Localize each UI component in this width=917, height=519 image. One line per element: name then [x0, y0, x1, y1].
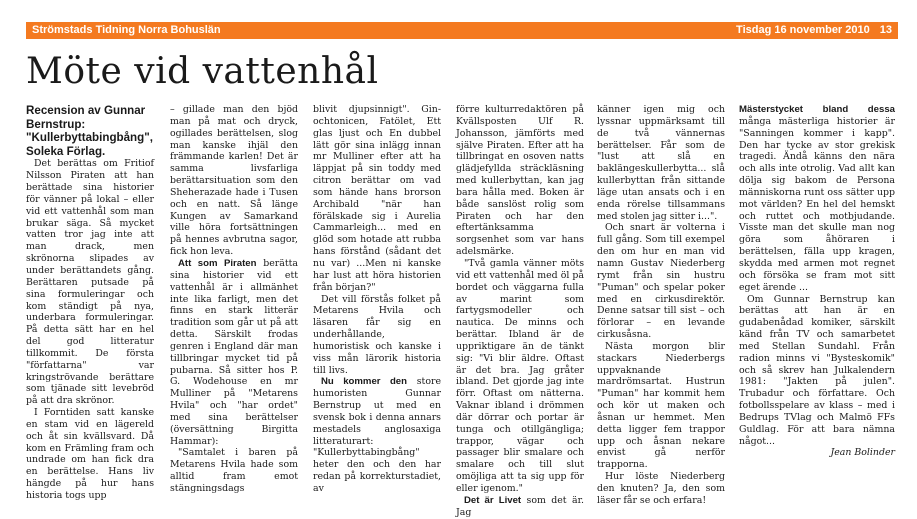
paragraph: Det berättas om Fritiof Nilsson Piraten att han berättade sina historier för vänner på lokal – eller vid ett vattenhål som man brukar säga. Så mycket vatten tror jag inte att man drack, men skrönorna slipades av under berättandets gång. Berättaren putsade på sina formuleringar och kom ständigt på nya, underbara formuleringar. På detta sätt har en hel del god litteratur tillkommit. De första "författarna" var kringströvande berättare som tjänade sitt levebröd på att dra skrönor.	[26, 158, 154, 407]
paragraph-with-subhead	[456, 495, 584, 519]
paragraph-text: store humoristen Gunnar Bernstrup ut med en svensk bok i denna annars mestadels anglosaxiga litteraturart: "Kullerbyttabingbång" heter den och den har redan på korrekturstadiet, av	[313, 376, 441, 494]
subhead-lead: Det är Livet	[464, 494, 522, 506]
column-body	[739, 104, 895, 459]
subhead-lead: Mästerstycket bland dessa	[739, 104, 895, 115]
paragraph: "Samtalet i baren på Metarens Hvila hade som alltid fram emot stängningsdags	[170, 447, 298, 494]
author-byline: Jean Bolinder	[830, 447, 895, 459]
paragraph-with-subhead	[313, 376, 441, 494]
column-body	[170, 104, 298, 495]
article-column-1	[26, 104, 154, 502]
paragraph-with-subhead	[739, 104, 895, 294]
paragraph: förre kulturredaktören på Kvällsposten Ulf R. Johansson, jämförts med själve Piraten. Efter att ha tillbringat en osoven natts glädjefyllda sträckläsning med kullerbyttan, kan jag bara hålla med. Boken är både sanslöst rolig som Piraten och har den eftertänksamma sorgsenhet som var hans adelsmärke.	[456, 104, 584, 258]
paragraph-text: berätta sina historier vid ett vattenhål är i allmänhet inte lika farligt, men det finns en stark litterär tradition som går ut på att detta. Särskilt frodas genren i England där man tillbringar mycket tid på pubarna. Så sitter hos P. G. Wodehouse en mr Mulliner på "Metarens Hvila" och "har ordet" med sina berättelser (översättning Birgitta Hammar):	[170, 257, 298, 447]
column-body	[313, 104, 441, 495]
subhead-lead: Nu kommer den	[321, 376, 408, 388]
paragraph: blivit djupsinnigt". Gin-ochtonicen, Fatölet, Ett glas ljust och En dubbel lätt gör sina inlägg innan mr Mulliner efter att ha läppjat på sin toddy med citron berättar om vad som hände hans brorson Archibald "när han förälskade sig i Aurelia Cammarleigh... med en glöd som hotade att rubba hans förstånd (sådant det nu var) ...Men ni kanske har lust att höra historien från början?"	[313, 104, 441, 293]
paragraph: Och snart är volterna i full gång. Som till exempel den om hur en man vid namn Gustav Niederberg rymt från sin hustru "Puman" och spelar poker med en cirkusdirektör. Denne satsar till sist – och förlorar – en levande cirkusåsna.	[597, 222, 725, 341]
paragraph: Det vill förstås folket på Metarens Hvila och läsaren får sig en underhållande, humoristisk och kanske i viss mån lärorik historia till livs.	[313, 293, 441, 376]
paragraph-text: många mästerliga historier är "Sanningen kommer i kapp". Den har tycke av stor grekisk tragedi. Ändå känns den nära och alls inte otrolig. Vad allt kan dölja sig bakom de Personа människorna runt oss sätter upp mot världen? En hel del hemskt och ruttet och motbjudande. Visste man det skulle man nog göra som åhöraren i berättelsen, fälla upp kragen, skydda med armen mot regnet och försöka se fram mot sitt eget ärende ...	[739, 115, 895, 293]
paragraph-with-subhead	[170, 258, 298, 448]
article-column-4	[456, 104, 584, 519]
paragraph: Nästa morgon blir stackars Niederbergs uppvaknande mardrömsartat. Hustrun "Puman" har kommit hem och kör ut maken och åsnan ur hemmet. Men detta ligger fem trappor upp och åsnan nekare envist gå nerför trapporna.	[597, 340, 725, 471]
paragraph: – gillade man den bjöd man på mat och dryck, ogillades berättelsen, slog man kanske ihjäl den främmande karlen! Det är samma livsfarliga berättarsituation som den Sheherazade hade i Tusen och en natt. Så länge Kungen av Samarkand ville höra fortsättningen på hennes avbrutna sagor, fick hon leva.	[170, 104, 298, 258]
article-column-3	[313, 104, 441, 495]
page-number: 13	[879, 24, 892, 36]
publication-name: Strömstads Tidning Norra Bohuslän	[32, 24, 221, 36]
column-body	[456, 104, 584, 519]
article-column-2	[170, 104, 298, 495]
column-body	[26, 158, 154, 501]
date-and-page	[736, 22, 892, 39]
article-column-6	[739, 104, 895, 459]
paragraph: känner igen mig och lyssnar uppmärksamt till de två vännernas berättelser. Får som de "lust att slå en baklängeskullerbytta... slå kullerbyttan från sittande läge utan ansats och i en enda rörelse tillsammans med stolen jag sitter i...".	[597, 104, 725, 222]
paragraph: "Två gamla vänner möts vid ett vattenhål med öl på bordet och väggarna fulla av marint som fartygsmodeller och nautica. De minns och berättar. Ibland är de uppriktigare än de tänkt sig: "Vi blir äldre. Oftast är det bra. Jag gråter ibland. Det gjorde jag inte förr. Oftast om nätterna. Vaknar ibland i drömmen där dörrar och portar är tunga och otillgängliga; trappor, vägar och passager blir smalare och smalare och till slut omöjliga att ta sig upp för eller igenom."	[456, 257, 584, 494]
paragraph: Hur löste Niederberg den knuten? Ja, den som läser får se och erfara!	[597, 471, 725, 506]
column-body	[597, 104, 725, 507]
header-bar	[26, 22, 898, 39]
paragraph-text: som det är. Jag	[456, 494, 584, 518]
paragraph: Om Gunnar Bernstrup kan berättas att han är en gudabenådad komiker, särskilt känd från TV och samarbetet med Stellan Sundahl. Från radion minns vi "Bysteskomik" och så skrev han Julkalendern 1981: "Jakten på julen". Trubadur och författare. Och fotbollsspelare av klass – med i Bedrups TVlag och Malmö FFs Guldlag. För att bara nämna något...	[739, 293, 895, 447]
subhead-lead: Att som Piraten	[178, 257, 257, 269]
issue-date: Tisdag 16 november 2010	[736, 24, 870, 36]
headline: Möte vid vattenhål	[26, 51, 379, 92]
paragraph: I Forntiden satt kanske en stam vid en lägereld och åt sin kvällsvard. Då kom en Främling fram och undrade om han fick dra en berättelse. Hans liv hängde på hur hans historia togs upp	[26, 407, 154, 501]
article-column-5	[597, 104, 725, 507]
review-deck: Recension av Gunnar Bernstrup: "Kullerbyttabingbång", Soleka Förlag.	[26, 104, 153, 158]
